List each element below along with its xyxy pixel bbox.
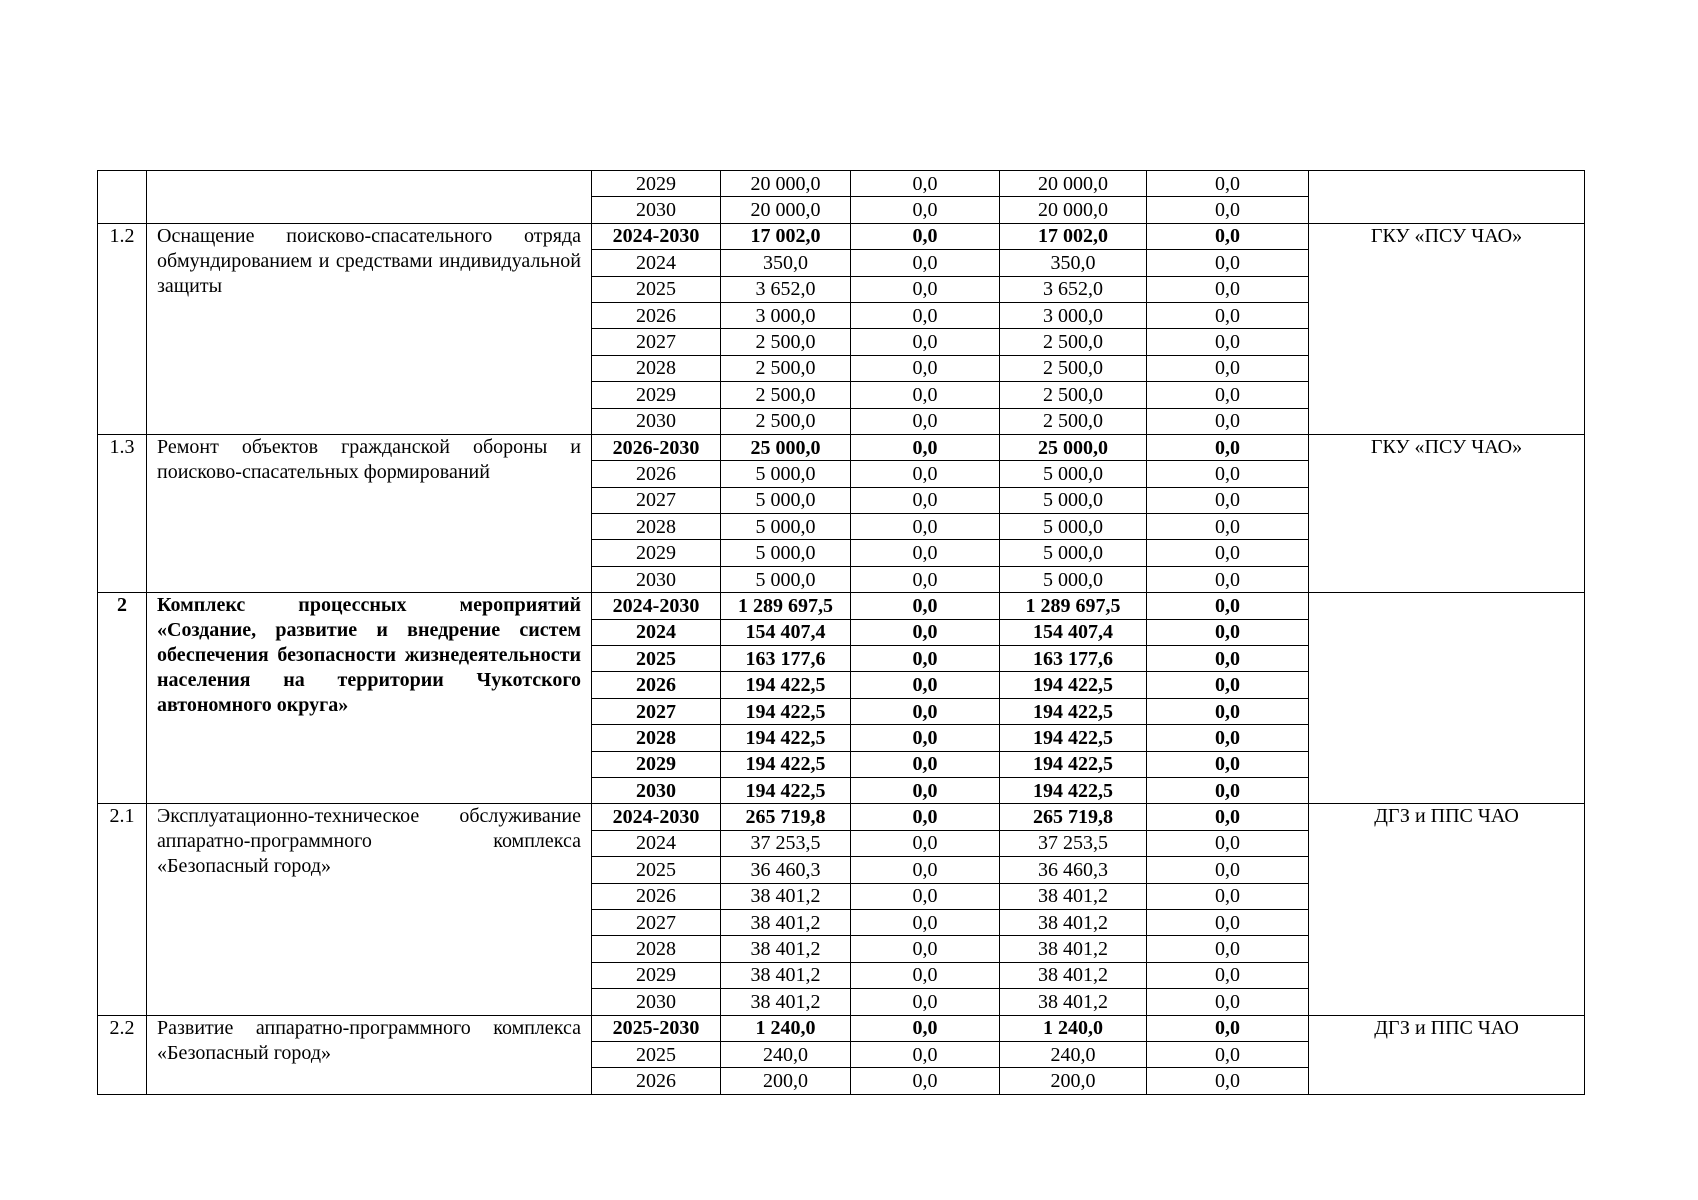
federal-budget-cell: 0,0	[851, 382, 1000, 408]
other-sources-cell: 0,0	[1147, 962, 1309, 988]
total-cell: 17 002,0	[721, 223, 851, 249]
table-row	[98, 171, 1585, 197]
regional-budget-cell: 38 401,2	[1000, 989, 1147, 1015]
regional-budget-cell: 350,0	[1000, 250, 1147, 276]
total-cell: 5 000,0	[721, 487, 851, 513]
budget-table-body	[98, 171, 1585, 1095]
period-cell: 2027	[592, 909, 721, 935]
total-cell: 5 000,0	[721, 566, 851, 592]
total-cell: 20 000,0	[721, 171, 851, 197]
item-number: 1.2	[98, 223, 147, 434]
period-cell: 2028	[592, 725, 721, 751]
executor-cell	[1309, 171, 1585, 224]
item-number: 2.2	[98, 1015, 147, 1094]
executor-cell	[1309, 593, 1585, 804]
federal-budget-cell: 0,0	[851, 619, 1000, 645]
total-cell: 20 000,0	[721, 197, 851, 223]
regional-budget-cell: 265 719,8	[1000, 804, 1147, 830]
regional-budget-cell: 2 500,0	[1000, 329, 1147, 355]
budget-table	[97, 170, 1585, 1095]
federal-budget-cell: 0,0	[851, 408, 1000, 434]
federal-budget-cell: 0,0	[851, 646, 1000, 672]
regional-budget-cell: 194 422,5	[1000, 751, 1147, 777]
period-cell: 2028	[592, 936, 721, 962]
federal-budget-cell: 0,0	[851, 936, 1000, 962]
period-cell: 2029	[592, 382, 721, 408]
federal-budget-cell: 0,0	[851, 355, 1000, 381]
other-sources-cell: 0,0	[1147, 355, 1309, 381]
total-cell: 2 500,0	[721, 355, 851, 381]
regional-budget-cell: 5 000,0	[1000, 487, 1147, 513]
period-cell: 2029	[592, 540, 721, 566]
federal-budget-cell: 0,0	[851, 540, 1000, 566]
total-cell: 154 407,4	[721, 619, 851, 645]
other-sources-cell: 0,0	[1147, 936, 1309, 962]
regional-budget-cell: 163 177,6	[1000, 646, 1147, 672]
federal-budget-cell: 0,0	[851, 830, 1000, 856]
other-sources-cell: 0,0	[1147, 989, 1309, 1015]
item-number: 2.1	[98, 804, 147, 1015]
total-cell: 265 719,8	[721, 804, 851, 830]
total-cell: 2 500,0	[721, 329, 851, 355]
other-sources-cell: 0,0	[1147, 646, 1309, 672]
period-cell: 2030	[592, 989, 721, 1015]
executor-cell: ГКУ «ПСУ ЧАО»	[1309, 434, 1585, 592]
federal-budget-cell: 0,0	[851, 1068, 1000, 1094]
period-cell: 2029	[592, 962, 721, 988]
federal-budget-cell: 0,0	[851, 804, 1000, 830]
other-sources-cell: 0,0	[1147, 408, 1309, 434]
total-cell: 194 422,5	[721, 751, 851, 777]
other-sources-cell: 0,0	[1147, 171, 1309, 197]
period-cell: 2027	[592, 329, 721, 355]
other-sources-cell: 0,0	[1147, 434, 1309, 460]
other-sources-cell: 0,0	[1147, 540, 1309, 566]
total-cell: 5 000,0	[721, 514, 851, 540]
other-sources-cell: 0,0	[1147, 329, 1309, 355]
federal-budget-cell: 0,0	[851, 777, 1000, 803]
period-cell: 2026	[592, 461, 721, 487]
period-cell: 2030	[592, 197, 721, 223]
period-cell: 2027	[592, 698, 721, 724]
period-cell: 2024	[592, 250, 721, 276]
federal-budget-cell: 0,0	[851, 276, 1000, 302]
regional-budget-cell: 5 000,0	[1000, 566, 1147, 592]
federal-budget-cell: 0,0	[851, 223, 1000, 249]
regional-budget-cell: 17 002,0	[1000, 223, 1147, 249]
item-name	[147, 171, 592, 224]
regional-budget-cell: 20 000,0	[1000, 197, 1147, 223]
total-cell: 36 460,3	[721, 857, 851, 883]
period-cell: 2025	[592, 646, 721, 672]
total-cell: 194 422,5	[721, 777, 851, 803]
period-cell: 2025	[592, 276, 721, 302]
regional-budget-cell: 38 401,2	[1000, 962, 1147, 988]
other-sources-cell: 0,0	[1147, 487, 1309, 513]
regional-budget-cell: 154 407,4	[1000, 619, 1147, 645]
regional-budget-cell: 240,0	[1000, 1041, 1147, 1067]
total-cell: 38 401,2	[721, 909, 851, 935]
other-sources-cell: 0,0	[1147, 830, 1309, 856]
period-cell: 2024-2030	[592, 223, 721, 249]
federal-budget-cell: 0,0	[851, 909, 1000, 935]
regional-budget-cell: 5 000,0	[1000, 461, 1147, 487]
item-number: 1.3	[98, 434, 147, 592]
item-name: Развитие аппаратно-программного комплекса «Безопасный город»	[147, 1015, 592, 1094]
federal-budget-cell: 0,0	[851, 751, 1000, 777]
regional-budget-cell: 5 000,0	[1000, 540, 1147, 566]
period-cell: 2024-2030	[592, 804, 721, 830]
other-sources-cell: 0,0	[1147, 619, 1309, 645]
period-cell: 2029	[592, 171, 721, 197]
other-sources-cell: 0,0	[1147, 276, 1309, 302]
period-cell: 2025-2030	[592, 1015, 721, 1041]
regional-budget-cell: 3 000,0	[1000, 302, 1147, 328]
federal-budget-cell: 0,0	[851, 593, 1000, 619]
regional-budget-cell: 2 500,0	[1000, 382, 1147, 408]
other-sources-cell: 0,0	[1147, 698, 1309, 724]
item-name: Эксплуатационно-техническое обслуживание аппаратно-программного комплекса «Безопасный город»	[147, 804, 592, 1015]
other-sources-cell: 0,0	[1147, 1015, 1309, 1041]
other-sources-cell: 0,0	[1147, 223, 1309, 249]
other-sources-cell: 0,0	[1147, 672, 1309, 698]
table-row	[98, 434, 1585, 460]
period-cell: 2026	[592, 302, 721, 328]
total-cell: 194 422,5	[721, 698, 851, 724]
regional-budget-cell: 194 422,5	[1000, 777, 1147, 803]
total-cell: 2 500,0	[721, 408, 851, 434]
regional-budget-cell: 20 000,0	[1000, 171, 1147, 197]
total-cell: 194 422,5	[721, 672, 851, 698]
regional-budget-cell: 1 240,0	[1000, 1015, 1147, 1041]
table-row	[98, 593, 1585, 619]
total-cell: 194 422,5	[721, 725, 851, 751]
period-cell: 2030	[592, 777, 721, 803]
other-sources-cell: 0,0	[1147, 593, 1309, 619]
total-cell: 37 253,5	[721, 830, 851, 856]
executor-cell: ДГЗ и ППС ЧАО	[1309, 1015, 1585, 1094]
total-cell: 163 177,6	[721, 646, 851, 672]
total-cell: 38 401,2	[721, 883, 851, 909]
total-cell: 38 401,2	[721, 962, 851, 988]
other-sources-cell: 0,0	[1147, 857, 1309, 883]
total-cell: 200,0	[721, 1068, 851, 1094]
executor-cell: ДГЗ и ППС ЧАО	[1309, 804, 1585, 1015]
regional-budget-cell: 36 460,3	[1000, 857, 1147, 883]
other-sources-cell: 0,0	[1147, 197, 1309, 223]
total-cell: 3 652,0	[721, 276, 851, 302]
period-cell: 2028	[592, 514, 721, 540]
total-cell: 5 000,0	[721, 540, 851, 566]
regional-budget-cell: 2 500,0	[1000, 355, 1147, 381]
federal-budget-cell: 0,0	[851, 1041, 1000, 1067]
total-cell: 240,0	[721, 1041, 851, 1067]
federal-budget-cell: 0,0	[851, 197, 1000, 223]
regional-budget-cell: 2 500,0	[1000, 408, 1147, 434]
total-cell: 38 401,2	[721, 989, 851, 1015]
other-sources-cell: 0,0	[1147, 382, 1309, 408]
regional-budget-cell: 194 422,5	[1000, 698, 1147, 724]
period-cell: 2026-2030	[592, 434, 721, 460]
federal-budget-cell: 0,0	[851, 514, 1000, 540]
total-cell: 25 000,0	[721, 434, 851, 460]
other-sources-cell: 0,0	[1147, 751, 1309, 777]
period-cell: 2024-2030	[592, 593, 721, 619]
table-row	[98, 223, 1585, 249]
federal-budget-cell: 0,0	[851, 857, 1000, 883]
regional-budget-cell: 5 000,0	[1000, 514, 1147, 540]
regional-budget-cell: 25 000,0	[1000, 434, 1147, 460]
federal-budget-cell: 0,0	[851, 883, 1000, 909]
regional-budget-cell: 38 401,2	[1000, 936, 1147, 962]
other-sources-cell: 0,0	[1147, 909, 1309, 935]
regional-budget-cell: 37 253,5	[1000, 830, 1147, 856]
period-cell: 2026	[592, 672, 721, 698]
federal-budget-cell: 0,0	[851, 566, 1000, 592]
federal-budget-cell: 0,0	[851, 698, 1000, 724]
other-sources-cell: 0,0	[1147, 461, 1309, 487]
other-sources-cell: 0,0	[1147, 777, 1309, 803]
period-cell: 2026	[592, 1068, 721, 1094]
executor-cell: ГКУ «ПСУ ЧАО»	[1309, 223, 1585, 434]
period-cell: 2025	[592, 1041, 721, 1067]
period-cell: 2026	[592, 883, 721, 909]
total-cell: 3 000,0	[721, 302, 851, 328]
total-cell: 2 500,0	[721, 382, 851, 408]
item-number: 2	[98, 593, 147, 804]
federal-budget-cell: 0,0	[851, 989, 1000, 1015]
item-name: Ремонт объектов гражданской обороны и поисково-спасательных формирований	[147, 434, 592, 592]
item-name: Комплекс процессных мероприятий «Создание, развитие и внедрение систем обеспечения безопасности жизнедеятельности населения на территории Чукотского автономного округа»	[147, 593, 592, 804]
regional-budget-cell: 38 401,2	[1000, 909, 1147, 935]
total-cell: 1 289 697,5	[721, 593, 851, 619]
federal-budget-cell: 0,0	[851, 171, 1000, 197]
period-cell: 2024	[592, 830, 721, 856]
federal-budget-cell: 0,0	[851, 434, 1000, 460]
period-cell: 2027	[592, 487, 721, 513]
other-sources-cell: 0,0	[1147, 883, 1309, 909]
federal-budget-cell: 0,0	[851, 461, 1000, 487]
total-cell: 38 401,2	[721, 936, 851, 962]
table-row	[98, 804, 1585, 830]
other-sources-cell: 0,0	[1147, 1068, 1309, 1094]
federal-budget-cell: 0,0	[851, 302, 1000, 328]
federal-budget-cell: 0,0	[851, 487, 1000, 513]
total-cell: 1 240,0	[721, 1015, 851, 1041]
regional-budget-cell: 3 652,0	[1000, 276, 1147, 302]
other-sources-cell: 0,0	[1147, 566, 1309, 592]
other-sources-cell: 0,0	[1147, 1041, 1309, 1067]
regional-budget-cell: 1 289 697,5	[1000, 593, 1147, 619]
other-sources-cell: 0,0	[1147, 804, 1309, 830]
federal-budget-cell: 0,0	[851, 329, 1000, 355]
federal-budget-cell: 0,0	[851, 1015, 1000, 1041]
federal-budget-cell: 0,0	[851, 962, 1000, 988]
federal-budget-cell: 0,0	[851, 725, 1000, 751]
federal-budget-cell: 0,0	[851, 672, 1000, 698]
period-cell: 2024	[592, 619, 721, 645]
period-cell: 2030	[592, 566, 721, 592]
total-cell: 5 000,0	[721, 461, 851, 487]
period-cell: 2025	[592, 857, 721, 883]
period-cell: 2030	[592, 408, 721, 434]
other-sources-cell: 0,0	[1147, 725, 1309, 751]
regional-budget-cell: 38 401,2	[1000, 883, 1147, 909]
other-sources-cell: 0,0	[1147, 514, 1309, 540]
item-name: Оснащение поисково-спасательного отряда обмундированием и средствами индивидуальной защиты	[147, 223, 592, 434]
table-row	[98, 1015, 1585, 1041]
period-cell: 2029	[592, 751, 721, 777]
regional-budget-cell: 194 422,5	[1000, 725, 1147, 751]
period-cell: 2028	[592, 355, 721, 381]
regional-budget-cell: 200,0	[1000, 1068, 1147, 1094]
item-number	[98, 171, 147, 224]
total-cell: 350,0	[721, 250, 851, 276]
other-sources-cell: 0,0	[1147, 302, 1309, 328]
federal-budget-cell: 0,0	[851, 250, 1000, 276]
regional-budget-cell: 194 422,5	[1000, 672, 1147, 698]
other-sources-cell: 0,0	[1147, 250, 1309, 276]
